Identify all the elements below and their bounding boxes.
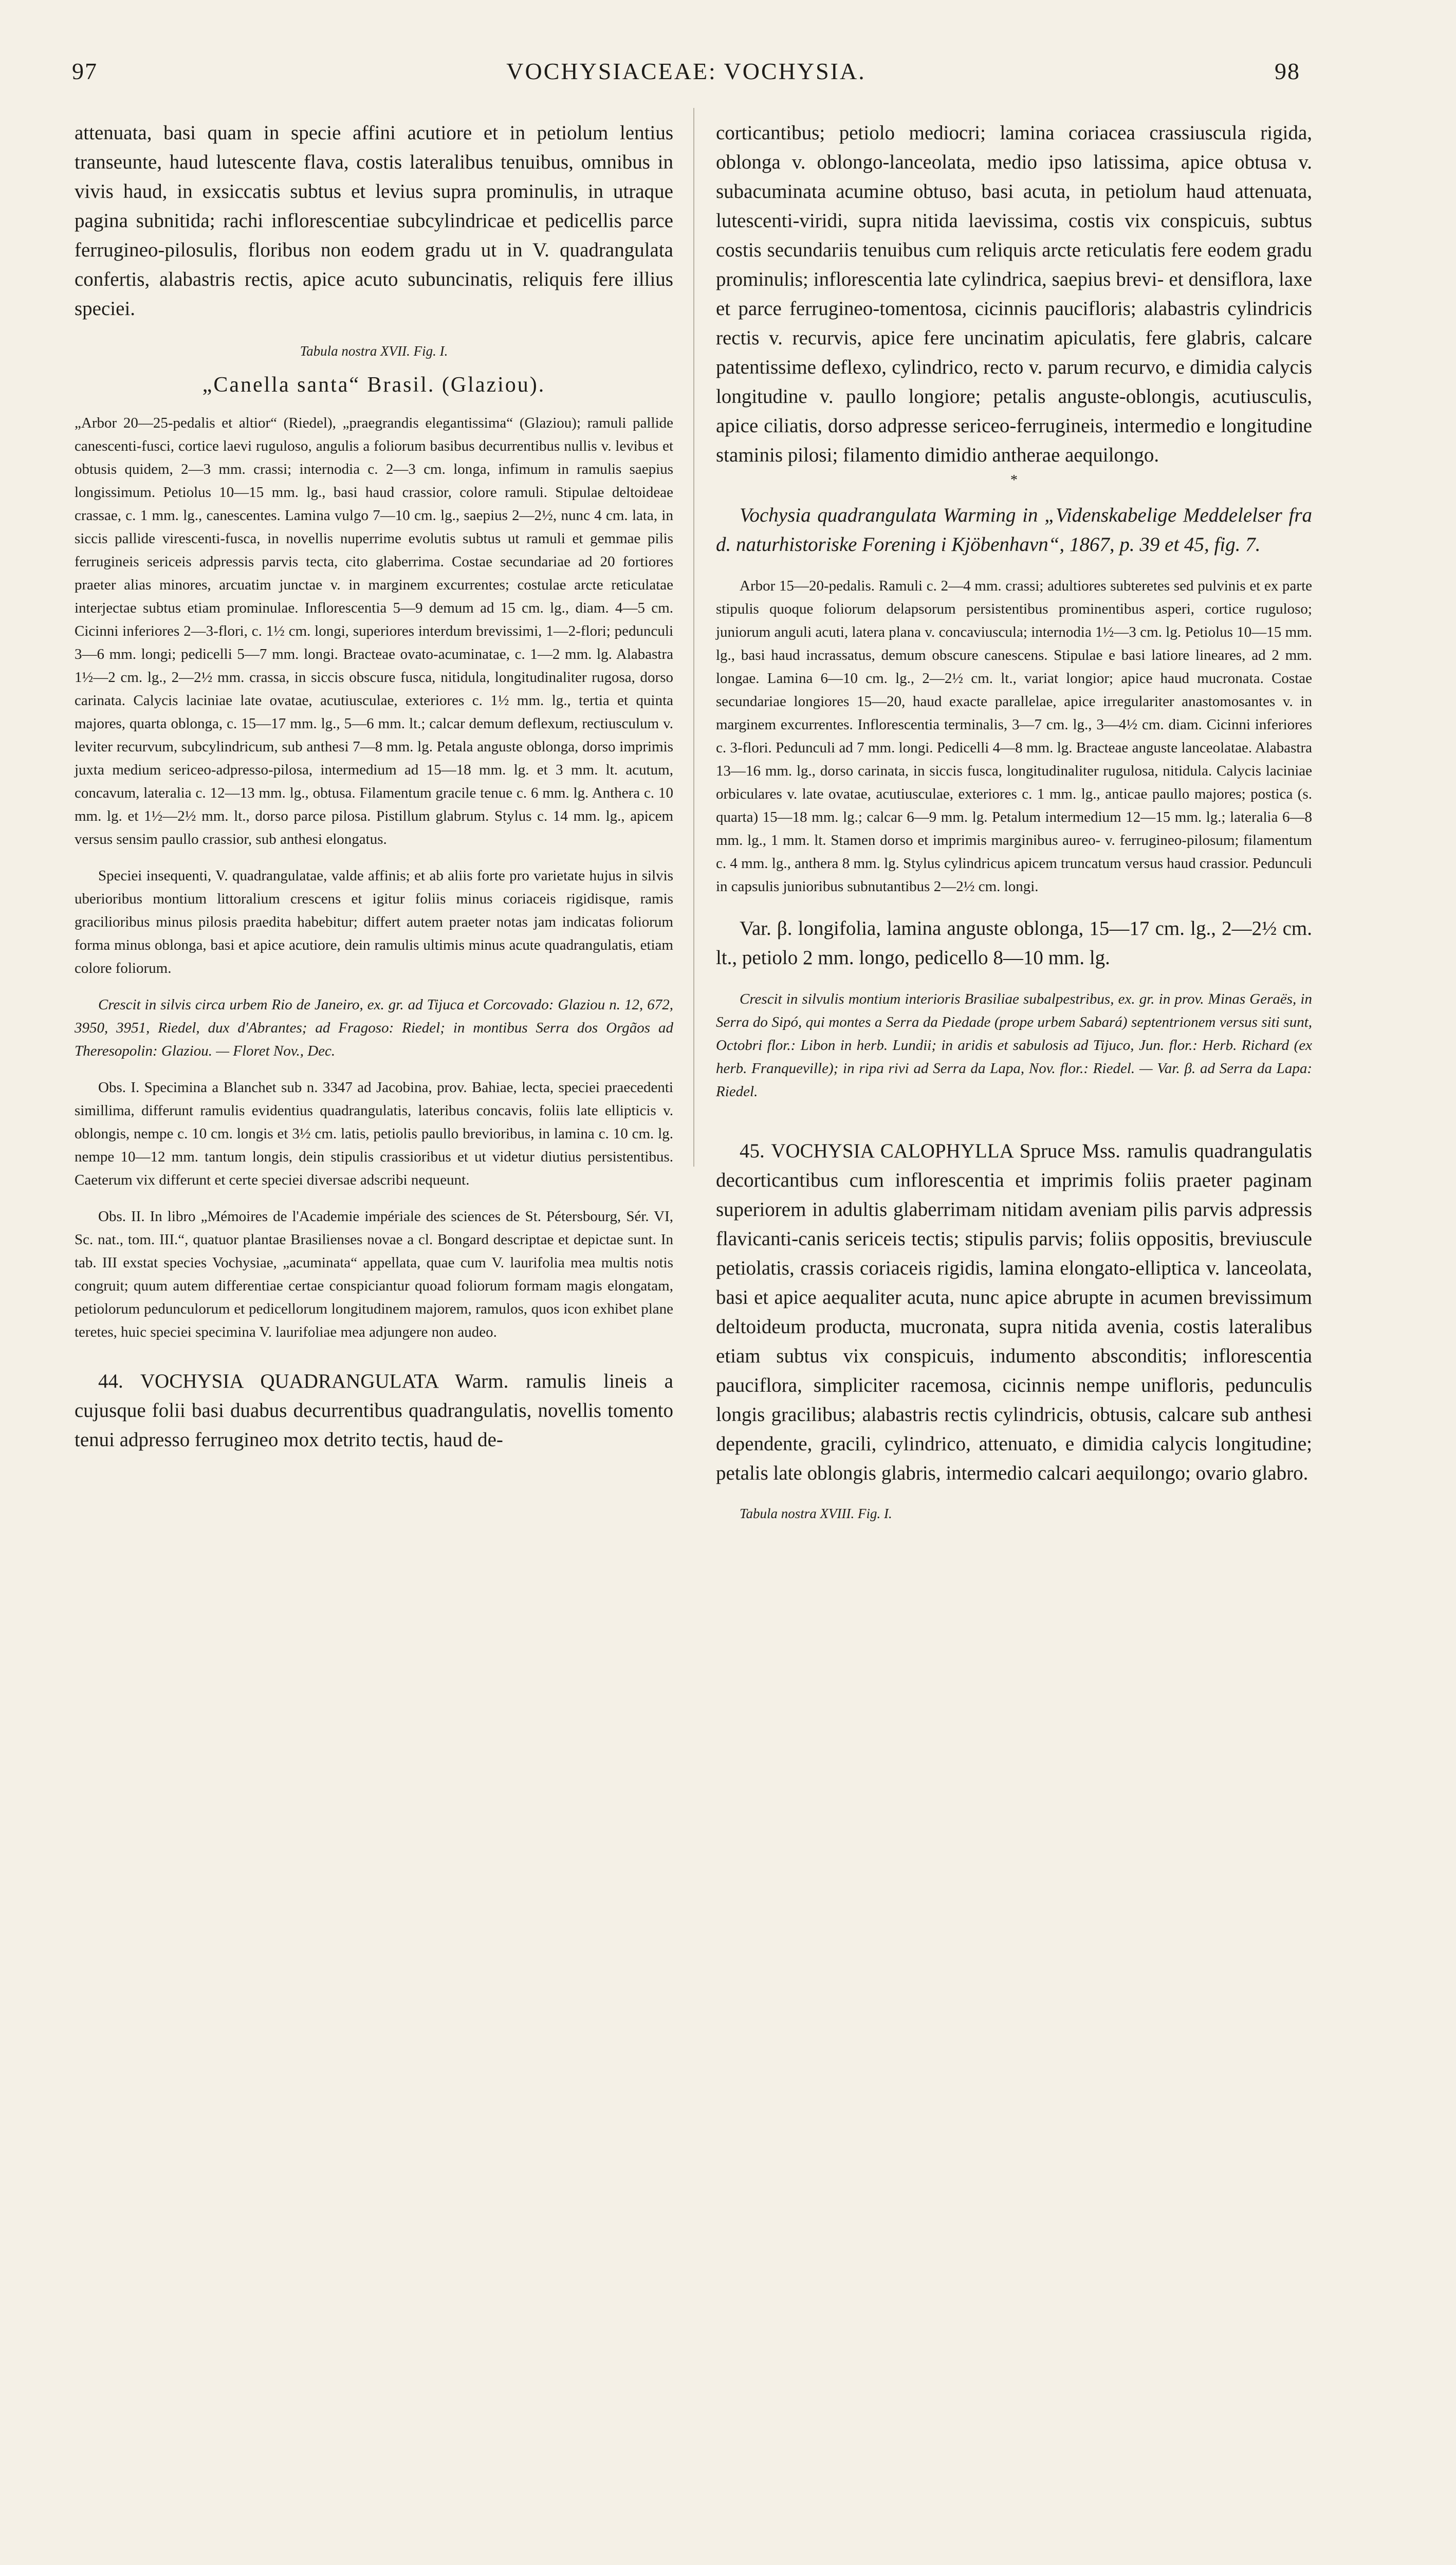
left-column bbox=[75, 118, 673, 1454]
left-paragraph-continued: attenuata, basi quam in specie affini acutiore et in petiolum lentius transeunte, haud lutescente flava, costis lateralibus tenuibus, omnibus in vivis haud, in exsiccatis subtus et levius supra prominulis, in utraque pagina subnitida; rachi inflorescentiae subcylindricae et pedicellis parce ferrugineo-pilosulis, floribus non eodem gradu ut in V. quadrangulata confertis, alabastris rectis, apice acuto subuncinatis, reliquis fere illius speciei. bbox=[75, 122, 673, 320]
page-header bbox=[72, 58, 1300, 99]
page-number-left: 97 bbox=[72, 58, 98, 84]
column-divider bbox=[693, 108, 694, 1167]
plate-reference: Tabula nostra XVII. Fig. I. bbox=[300, 343, 448, 359]
ornament-divider: * bbox=[1010, 472, 1018, 488]
plate-reference: Tabula nostra XVIII. Fig. I. bbox=[740, 1506, 892, 1521]
distribution-note: Crescit in silvis circa urbem Rio de Janeiro, ex. gr. ad Tijuca et Corcovado: Glaziou n. 12, 672, 3950, 3951, Riedel, dux d'Abrantes; ad Fragoso: Riedel; in montibus Serra dos Orgãos ad Theresopolin: Glaziou. — Floret Nov., Dec. bbox=[75, 997, 673, 1059]
page-number-right: 98 bbox=[1275, 58, 1300, 84]
variety-description: Var. β. longifolia, lamina anguste oblonga, 15—17 cm. lg., 2—2½ cm. lt., petiolo 2 mm. longo, pedicello 8—10 mm. lg. bbox=[716, 917, 1312, 969]
right-column bbox=[716, 118, 1312, 1524]
running-title: VOCHYSIACEAE: VOCHYSIA. bbox=[506, 58, 866, 84]
distribution-note: Crescit in silvulis montium interioris Brasiliae subalpestribus, ex. gr. in prov. Minas Geraës, in Serra do Sipó, qui montes a Serra da Piedade (prope urbem Sabará) septentrionem versus siti sunt, Octobri flor.: Libon in herb. Lundii; in aridis et sabulosis ad Tijuco, Jun. flor.: Herb. Richard (ex herb. Franqueville); in ripa rivi ad Serra da Lapa, Nov. flor.: Riedel. — Var. β. ad Serra da Lapa: Riedel. bbox=[716, 991, 1312, 1100]
vernacular-name: „Canella santa“ Brasil. (Glaziou). bbox=[202, 373, 546, 397]
comparison-note: Speciei insequenti, V. quadrangulatae, valde affinis; et ab aliis forte pro varietate hujus in silvis uberioribus montium littoralium crescens et igitur foliis minus coriaceis rigidisque, ramis gracilioribus minus pilosis praedita habebitur; differt autem praeter notas jam indicatas foliorum forma minus oblonga, basi et apice acutiore, dein ramulis ultimis minus acute quadrangulatis, etiam colore foliorum. bbox=[75, 868, 673, 976]
species-45-heading: 45. VOCHYSIA CALOPHYLLA Spruce Mss. ramulis quadrangulatis decorticantibus cum inflorescentia et imprimis foliis praeter paginam superiorem in adultis glaberrimam nitidam aveniam pilis parvis adpressis flavicanti-canis sericeis tectis; stipulis parvis; foliis oppositis, breviuscule petiolatis, crassis coriaceis rigidis, lamina elongato-elliptica v. lanceolata, basi et apice aequaliter acuta, nunc apice abrupte in acumen brevissimum deltoideum producta, mucronata, supra nitida avenia, costis lateralibus etiam subtus vix conspicuis, indumento absconditis; inflorescentia pauciflora, simpliciter racemosa, cicinnis nempe unifloris, pedunculis longis gracilibus; alabastris rectis cylindricis, obtusis, calcare sub anthesi dependente, gracili, cylindrico, attenuato, e dimidia calycis longitudine; petalis late oblongis glabris, intermedio calcari aequilongo; ovario glabro. bbox=[716, 1140, 1312, 1484]
observation-2: Obs. II. In libro „Mémoires de l'Academie impériale des sciences de St. Pétersbourg, Sér. VI, Sc. nat., tom. III.“, quatuor plantae Brasilienses novae a cl. Bongard descriptae et depictae sunt. In tab. III exstat species Vochysiae, „acuminata“ appellata, quae cum V. laurifolia mea multis notis congruit; quum autem differentiae certae conspiciantur quoad foliorum formam magis elongatam, petiolorum pedunculorum et pedicellorum longitudinem majorem, ramulos, quos icon exhibet plane teretes, huic speciei specimina V. laurifoliae mea adjungere non audeo. bbox=[75, 1208, 673, 1340]
species-44-heading: 44. VOCHYSIA QUADRANGULATA Warm. ramulis lineis a cujusque folii basi duabus decurrentibus quadrangulatis, novellis tomento tenui adpresso ferrugineo mox detrito tectis, haud de- bbox=[75, 1370, 673, 1451]
observation-1: Obs. I. Specimina a Blanchet sub n. 3347 ad Jacobina, prov. Bahiae, lecta, speciei praecedenti simillima, differunt ramulis evidentius quadrangulatis, lateribus concavis, foliis late ellipticis v. oblongis, nempe c. 10 cm. longis et 3½ cm. latis, petiolis paullo brevioribus, in lamina c. 10 cm. lg. nempe 10—12 mm. tantum longis, dein stipulis crassioribus et ut videtur diutius persistentibus. Caeterum vix differunt et certe speciei diversae adscribi nequeunt. bbox=[75, 1079, 673, 1188]
right-paragraph-continued: corticantibus; petiolo mediocri; lamina coriacea crassiuscula rigida, oblonga v. oblongo-lanceolata, medio ipso latissima, apice obtusa v. subacuminata acumine obtuso, basi acuta, in petiolum haud attenuata, lutescenti-viridi, supra nitida laevissima, costis vix conspicuis, subtus costis secundariis tenuibus cum reliquis arcte reticulatis fere eodem gradu prominulis; inflorescentia late cylindrica, saepius brevi- et densiflora, laxe et parce ferrugineo-tomentosa, cicinnis paucifloris; alabastris cylindricis rectis v. recurvis, apice fere uncinatim apiculatis, fere glabris, calcare patentissime deflexo, cylindrico, recto v. parum recurvo, e dimidia calycis longitudine v. paullo longiore; petalis anguste-oblongis, acutiusculis, apice ciliatis, dorso adpresse sericeo-ferrugineis, intermedio e longitudine staminis pilosi; filamento dimidio antherae aequilongo. bbox=[716, 122, 1312, 466]
species-description: „Arbor 20—25-pedalis et altior“ (Riedel), „praegrandis elegantissima“ (Glaziou); ramuli pallide canescenti-fusci, cortice laevi ruguloso, angulis a foliorum basibus decurrentibus nullis v. levibus et obtusis quidem, 2—3 mm. crassi; internodia c. 2—3 cm. longa, infimum in ramulis saepius longissimum. Petiolus 10—15 mm. lg., basi haud crassior, colore ramuli. Stipulae deltoideae crassae, c. 1 mm. lg., canescentes. Lamina vulgo 7—10 cm. lg., saepius 2—2½, nunc 4 cm. lata, in siccis pallide virescenti-fusca, in novellis nuperrime evolutis subtus ut ramuli et gemmae pilis ferrugineis sericeis adpressis parvis tecta, cito glaberrima. Costae secundariae ad 20 fortiores praeter alias minores, arcuatim junctae v. in marginem excurrentes; costulae arcte reticulatae interjectae subtus etiam prominulae. Inflorescentia 5—9 demum ad 15 cm. lg., diam. 4—5 cm. Cicinni inferiores 2—3-flori, c. 1½ cm. longi, superiores interdum brevissimi, 1—2-flori; pedunculi 3—6 mm. longi; pedicelli 5—7 mm. longi. Bracteae ovato-acuminatae, c. 1—2 mm. lg. Alabastra 1½—2 cm. lg., 2—2½ mm. crassa, in siccis obscure fusca, nitidula, longitudinaliter rugosa, dorso carinata. Calycis laciniae late ovatae, acutiusculae, exteriores c. 1½ mm. lg., tertia et quinta majores, quarta oblonga, c. 15—17 mm. lg., 5—6 mm. lt.; calcar demum deflexum, rectiusculum v. leviter recurvum, subcylindricum, sub anthesi 7—8 mm. lg. Petala anguste oblonga, dorso imprimis juxta medium sericeo-adpresso-pilosa, intermedium ad 15—18 mm. lg. et 3 mm. lt. acutum, concavum, lateralia c. 12—13 mm. lg., obtusa. Filamentum gracile tenue c. 6 mm. lg. Anthera c. 10 mm. lg. et 1½—2½ mm. lt., dorso parce pilosa. Pistillum glabrum. Stylus c. 14 mm. lg., apicem versus sensim paullo crassior, sub anthesi elongatus. bbox=[75, 415, 673, 847]
species-description: Arbor 15—20-pedalis. Ramuli c. 2—4 mm. crassi; adultiores subteretes sed pulvinis et ex parte stipulis quoque foliorum delapsorum persistentibus prominentibus asperi, cortice ruguloso; juniorum anguli acuti, latera plana v. concaviuscula; internodia 1½—3 cm. lg. Petiolus 10—15 mm. lg., basi haud incrassatus, demum obscure canescens. Stipulae e basi latiore lineares, ad 2 mm. longae. Lamina 6—10 cm. lg., 2—2½ cm. lt., variat longior; apice haud mucronata. Costae secundariae longiores 15—20, haud exacte parallelae, apice irregulariter anastomosantes v. in marginem excurrentes. Inflorescentia terminalis, 3—7 cm. lg., 3—4½ cm. diam. Cicinni inferiores c. 3-flori. Pedunculi ad 7 mm. longi. Pedicelli 4—8 mm. lg. Bracteae anguste lanceolatae. Alabastra 13—16 mm. lg., dorso carinata, in siccis fusca, longitudinaliter rugulosa, nitidula. Calycis laciniae orbiculares v. late ovatae, acutiusculae, exteriores c. 1 mm. lg., anticae paullo majores; postica (s. quarta) 15—18 mm. lg.; calcar 6—9 mm. lg. Petalum intermedium 12—15 mm. lg.; lateralia 6—8 mm. lg., 1 mm. lt. Stamen dorso et imprimis marginibus aureo- v. ferrugineo-pilosum; filamentum c. 4 mm. lg., anthera 8 mm. lg. Stylus cylindricus apicem truncatum versus haud crassior. Pedunculi in capsulis junioribus subnutantibus 2—2½ cm. longi. bbox=[716, 578, 1312, 895]
literature-reference: Vochysia quadrangulata Warming in „Videnskabelige Meddelelser fra d. naturhistoriske Forening i Kjöbenhavn“, 1867, p. 39 et 45, fig. 7. bbox=[716, 504, 1312, 556]
